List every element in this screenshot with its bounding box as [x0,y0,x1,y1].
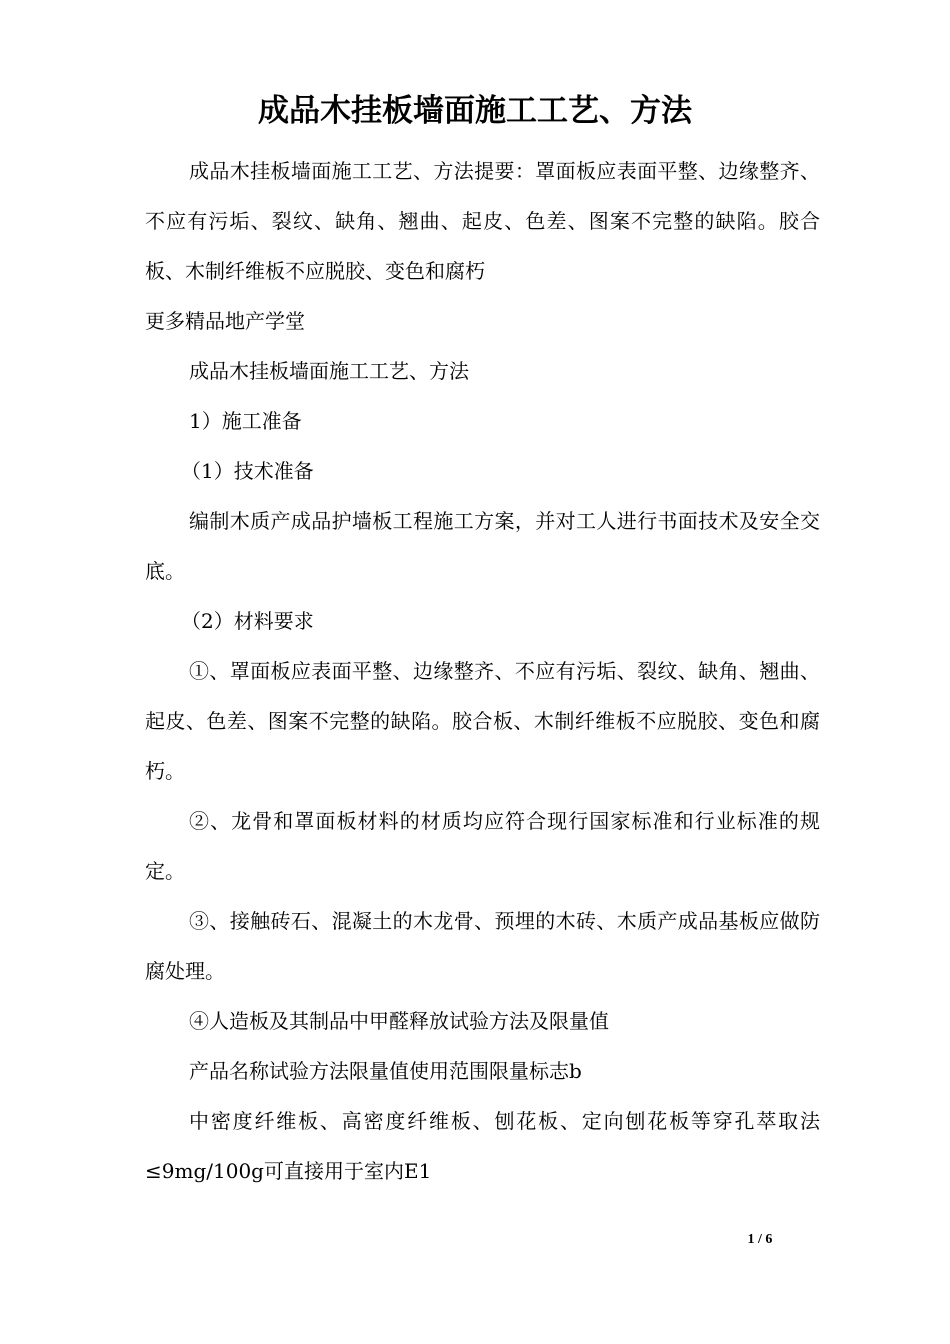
document-title: 成品木挂板墙面施工工艺、方法 [258,93,692,129]
body-paragraph: 产品名称试验方法限量值使用范围限量标志b [189,1059,582,1083]
body-paragraph: 中密度纤维板、高密度纤维板、刨花板、定向刨花板等穿孔萃取法≤9mg/100g可直接用于室内E1 [145,1109,820,1183]
body-paragraph: ①、罩面板应表面平整、边缘整齐、不应有污垢、裂纹、缺角、翘曲、起皮、色差、图案不完整的缺陷。胶合板、木制纤维板不应脱胶、变色和腐朽。 [145,659,820,783]
body-paragraph: ③、接触砖石、混凝土的木龙骨、预埋的木砖、木质产成品基板应做防腐处理。 [145,909,820,983]
body-paragraph: ②、龙骨和罩面板材料的材质均应符合现行国家标准和行业标准的规定。 [145,809,820,883]
promo-line: 更多精品地产学堂 [145,309,305,333]
subsection-heading: （2）材料要求 [181,609,314,633]
subsection-heading: 1）施工准备 [189,409,302,433]
document-body [145,146,820,1196]
summary-paragraph: 成品木挂板墙面施工工艺、方法提要：罩面板应表面平整、边缘整齐、不应有污垢、裂纹、缺角、翘曲、起皮、色差、图案不完整的缺陷。胶合板、木制纤维板不应脱胶、变色和腐朽 [145,159,820,283]
subsection-heading: （1）技术准备 [181,459,314,483]
section-heading: 成品木挂板墙面施工工艺、方法 [189,359,469,383]
page-number: 1 / 6 [747,1232,773,1247]
body-paragraph: ④人造板及其制品中甲醛释放试验方法及限量值 [189,1009,609,1033]
body-paragraph: 编制木质产成品护墙板工程施工方案，并对工人进行书面技术及安全交底。 [145,509,820,583]
